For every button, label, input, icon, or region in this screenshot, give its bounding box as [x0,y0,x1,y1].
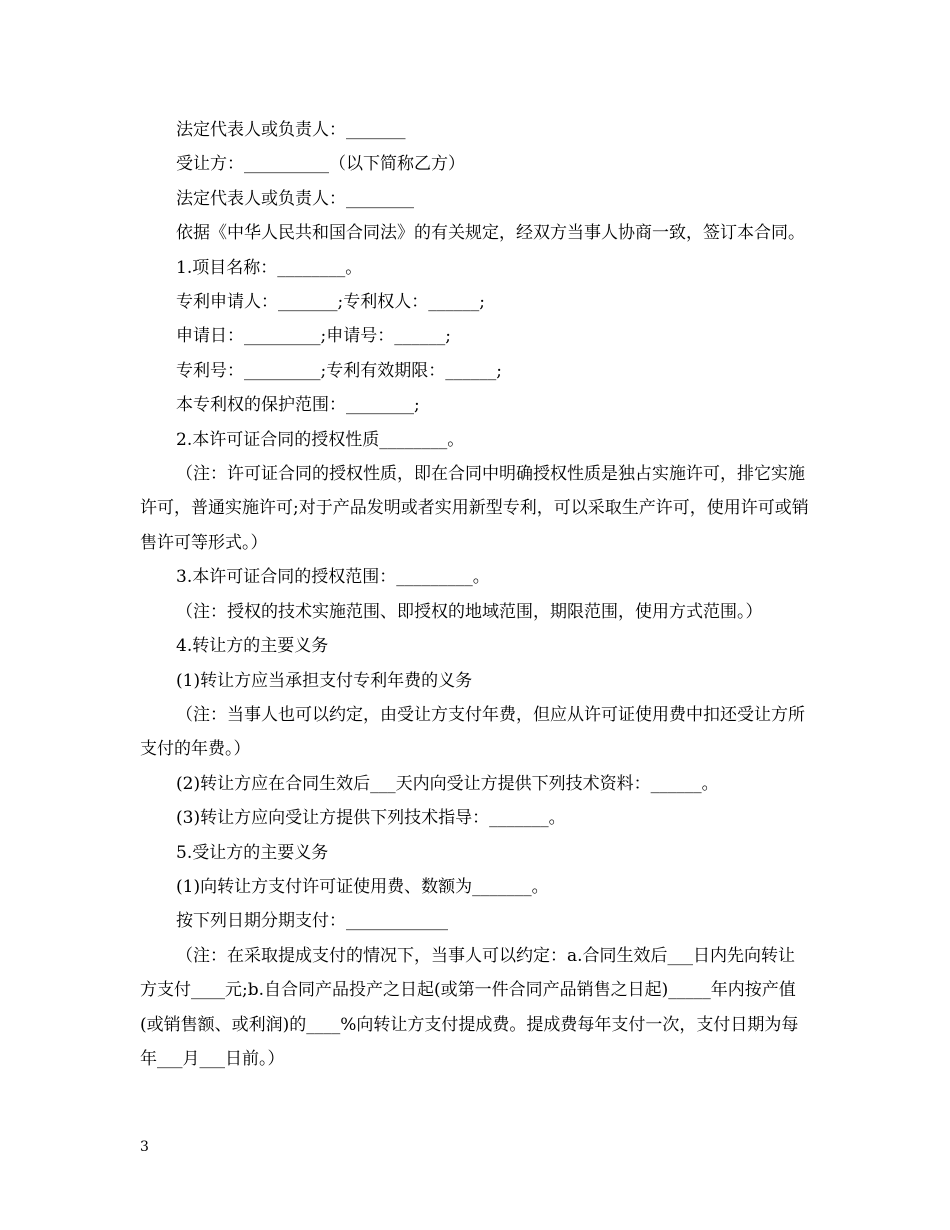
paragraph-protection-scope: 本专利权的保护范围：________; [176,395,420,416]
paragraph-licensor-obligation-1: (1)转让方应当承担支付专利年费的义务 [176,670,473,691]
paragraph-legal-rep-2: 法定代表人或负责人：________ [176,188,414,209]
paragraph-note-license-scope: （注：授权的技术实施范围、即授权的地域范围，期限范围，使用方式范围。） [176,601,763,622]
page-number: 3 [140,1139,149,1155]
paragraph-licensee-obligations-heading: 5.受让方的主要义务 [176,842,329,863]
paragraph-project-name: 1.项目名称：________。 [176,257,363,278]
paragraph-application-date: 申请日：_________;申请号：______; [176,326,451,347]
paragraph-patent-applicant: 专利申请人：_______;专利权人：______; [176,292,485,313]
paragraph-installment-payment: 按下列日期分期支付：____________ [176,911,448,932]
paragraph-preamble: 依据《中华人民共和国合同法》的有关规定，经双方当事人协商一致，签订本合同。 [176,223,805,244]
paragraph-licensor-obligation-2: (2)转让方应在合同生效后___天内向受让方提供下列技术资料：______。 [176,773,719,794]
document-body [140,113,812,1076]
paragraph-note-annual-fee: （注：当事人也可以约定，由受让方支付年费，但应从许可证使用费中扣还受让方所支付的年费。） [140,704,805,760]
paragraph-licensor-obligations-heading: 4.转让方的主要义务 [176,636,329,657]
paragraph-note-royalty: （注：在采取提成支付的情况下，当事人可以约定：a.合同生效后___日内先向转让方支付____元;b.自合同产品投产之日起(或第一件合同产品销售之日起)_____年内按产值(或销售额、或利润)的____%向转让方支付提成费。提成费每年支付一次，支付日期为每年___月___日前。） [140,945,799,1069]
paragraph-licensor-obligation-3: (3)转让方应向受让方提供下列技术指导：_______。 [176,808,566,829]
paragraph-licensee: 受让方：__________（以下简称乙方） [176,154,465,175]
paragraph-license-nature: 2.本许可证合同的授权性质________。 [176,429,465,450]
paragraph-patent-number: 专利号：_________;专利有效期限：______; [176,360,502,381]
paragraph-licensee-obligation-1: (1)向转让方支付许可证使用费、数额为_______。 [176,876,549,897]
paragraph-legal-rep-1: 法定代表人或负责人：_______ [176,120,406,140]
paragraph-note-license-nature: （注：许可证合同的授权性质，即在合同中明确授权性质是独占实施许可，排它实施许可，普通实施许可;对于产品发明或者实用新型专利，可以采取生产许可，使用许可或销售许可等形式。） [140,464,809,553]
paragraph-license-scope: 3.本许可证合同的授权范围：_________。 [176,567,490,588]
